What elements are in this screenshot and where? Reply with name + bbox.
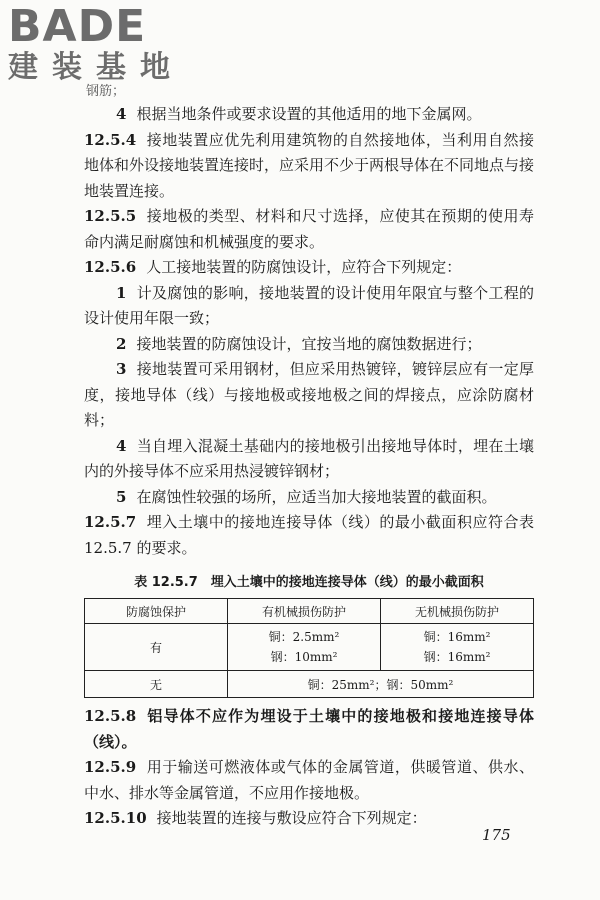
header-mech: 有机械损伤防护 [228,599,381,624]
paragraph-text: 人工接地装置的防腐蚀设计，应符合下列规定： [146,258,462,276]
paragraph-text: 接地装置的防腐蚀设计，宜按当地的腐蚀数据进行； [136,334,482,353]
paragraph-number: 12.5.8 [84,707,137,725]
paragraph-text: 铝导体不应作为埋设于土壤中的接地极和接地连接导体（线）。 [84,707,534,751]
paragraph-text: 根据当地条件或要求设置的其他适用的地下金属网。 [136,105,482,123]
paragraph-number: 12.5.5 [84,207,137,225]
logo-text-bade: BADE [8,1,147,52]
table-row [85,671,534,698]
paragraph-number: 3 [116,360,127,378]
paragraph-number: 12.5.6 [84,258,137,276]
paragraph-number: 5 [116,487,127,506]
paragraph [84,102,534,128]
paragraph [84,485,534,511]
section-table [84,598,534,698]
paragraph [84,357,534,434]
partial-line: 钢筋； [86,84,126,99]
paragraph-text: 接地装置应优先利用建筑物的自然接地体，当利用自然接地体和外设接地装置连接时，应采用不少于两根导体在不同地点与接地装置连接。 [84,130,535,200]
paragraph-text: 在腐蚀性较强的场所，应适当加大接地装置的截面积。 [136,487,497,506]
paragraph [84,255,534,281]
paragraph [84,332,534,358]
table-row [85,624,534,671]
cell-mech-cu: 铜：2.5mm² [268,630,340,644]
paragraph-number: 4 [116,436,127,455]
paragraph-group-top [84,102,534,561]
paragraph [84,510,534,561]
paragraph-text: 埋入土壤中的接地连接导体（线）的最小截面积应符合表 12.5.7 的要求。 [84,513,534,557]
paragraph-number: 12.5.4 [84,130,137,149]
paragraph-text: 计及腐蚀的影响，接地装置的设计使用年限宜与整个工程的设计使用年限一致； [84,283,534,327]
logo-text-cn: 建装基地 [8,50,184,85]
paragraph [84,434,534,485]
header-nomech: 无机械损伤防护 [381,599,534,624]
row-label-yes: 有 [85,624,228,671]
row-label-no: 无 [85,671,228,698]
paragraph [84,755,534,806]
cell-mech-fe: 钢：10mm² [270,650,338,664]
paragraph-number: 12.5.9 [84,758,137,776]
paragraph [84,128,534,205]
header-corrosion: 防腐蚀保护 [85,599,228,624]
cell-nomech-cu: 铜：16mm² [423,630,491,644]
paragraph-text: 接地装置可采用钢材，但应采用热镀锌，镀锌层应有一定厚度，接地导体（线）与接地极或接地极之间的焊接点，应涂防腐材料； [84,360,534,429]
paragraph-text: 接地极的类型、材料和尺寸选择，应使其在预期的使用寿命内满足耐腐蚀和机械强度的要求。 [84,207,534,251]
paragraph [84,281,534,332]
paragraph-text: 接地装置的连接与敷设应符合下列规定： [156,809,427,827]
paragraph [84,704,534,755]
paragraph-number: 12.5.7 [84,513,137,531]
paragraph-number: 2 [116,334,127,353]
paragraph [84,806,534,832]
paragraph-number: 12.5.10 [84,809,147,827]
paragraph [84,204,534,255]
page-number: 175 [482,826,511,844]
table-header-row [85,599,534,624]
paragraph-group-bottom [84,704,534,832]
cell-mech [228,624,381,671]
cell-no-protection: 铜：25mm²；钢：50mm² [228,671,534,698]
cell-nomech [381,624,534,671]
table-title: 表 12.5.7 埋入土壤中的接地连接导体（线）的最小截面积 [134,575,484,590]
paragraph-text: 用于输送可燃液体或气体的金属管道，供暖管道、供水、中水、排水等金属管道，不应用作接地极。 [84,758,534,802]
document-body [84,102,534,832]
paragraph-number: 4 [116,105,127,123]
cell-nomech-fe: 钢：16mm² [423,650,491,664]
paragraph-text: 当自埋入混凝土基础内的接地极引出接地导体时，埋在土壤内的外接导体不应采用热浸镀锌钢材； [84,436,534,480]
paragraph-number: 1 [116,283,127,302]
